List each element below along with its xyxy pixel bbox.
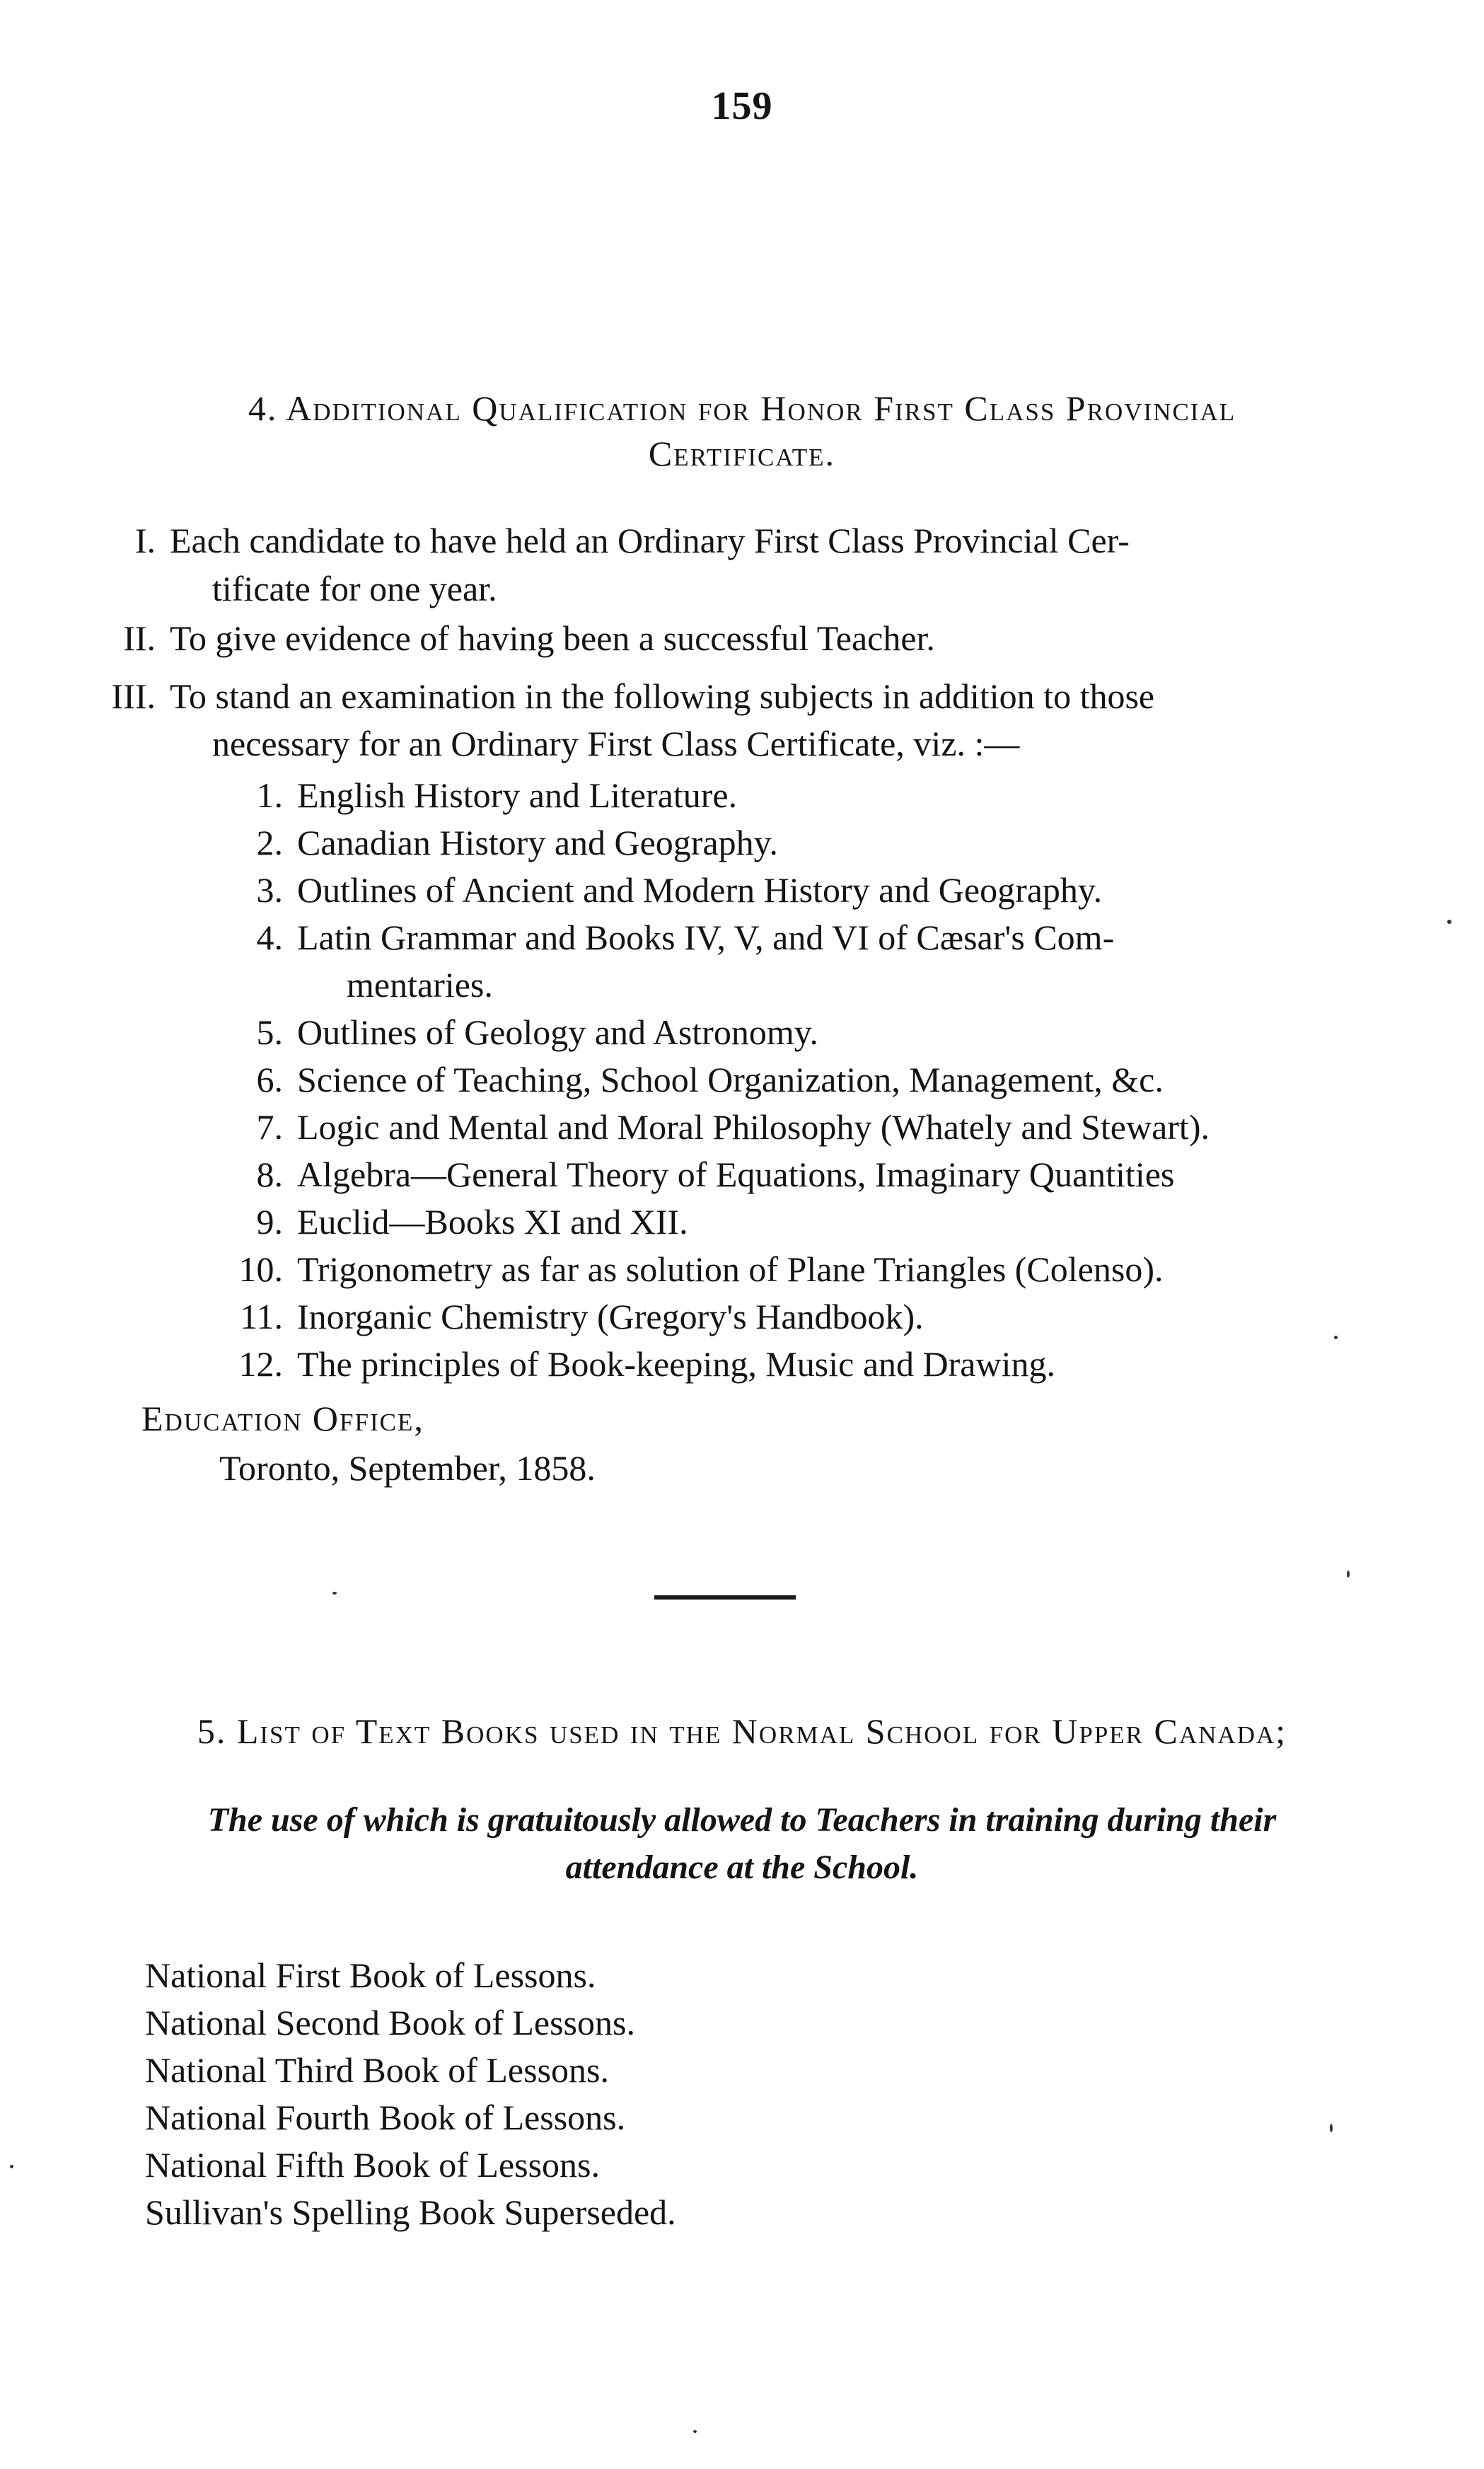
- requirement-1-numeral: I.: [134, 521, 156, 560]
- subject-11-number: 11.: [240, 1297, 283, 1336]
- subject-3-number: 3.: [256, 870, 283, 910]
- subject-4-text: Latin Grammar and Books IV, V, and VI of Cæsar's Com-: [297, 918, 1115, 957]
- section-5-subtitle: The use of which is gratuitously allowed to Teachers in training during their: [207, 1801, 1277, 1839]
- book-list-item: National Second Book of Lessons.: [145, 2003, 635, 2042]
- subject-12-number: 12.: [238, 1344, 283, 1384]
- scan-speck: [1347, 1571, 1350, 1578]
- scan-speck: [693, 2430, 697, 2433]
- scan-speck: [1334, 1336, 1338, 1339]
- section-4-heading: 4. Additional Qualification for Honor First Class Provincial: [248, 388, 1236, 428]
- scan-speck: [1330, 2124, 1333, 2132]
- book-list-item: National First Book of Lessons.: [145, 1955, 596, 1995]
- subject-2-text: Canadian History and Geography.: [297, 823, 778, 862]
- scan-speck: [10, 2165, 13, 2168]
- section-5-subtitle-continued: attendance at the School.: [565, 1849, 919, 1886]
- subject-4-number: 4.: [256, 918, 283, 957]
- section-4-heading-continued: Certificate.: [648, 434, 836, 473]
- subject-6-text: Science of Teaching, School Organization, Management, &c.: [297, 1060, 1164, 1099]
- subject-9-text: Euclid—Books XI and XII.: [297, 1202, 688, 1242]
- book-list-item: National Third Book of Lessons.: [145, 2050, 609, 2090]
- subject-10-number: 10.: [238, 1249, 283, 1289]
- subject-7-number: 7.: [256, 1107, 283, 1147]
- subject-12-text: The principles of Book-keeping, Music and Drawing.: [297, 1344, 1055, 1384]
- subject-6-number: 6.: [256, 1060, 283, 1099]
- requirement-2-numeral: II.: [123, 618, 156, 658]
- subject-5-number: 5.: [256, 1012, 283, 1052]
- subject-1-number: 1.: [256, 775, 283, 815]
- requirement-2-text: To give evidence of having been a successful Teacher.: [170, 618, 935, 658]
- signature-office: Education Office,: [141, 1399, 424, 1438]
- subject-5-text: Outlines of Geology and Astronomy.: [297, 1012, 818, 1052]
- subject-7-text: Logic and Mental and Moral Philosophy (Whately and Stewart).: [297, 1107, 1210, 1147]
- requirement-1-text-continued: tificate for one year.: [212, 569, 497, 608]
- requirement-1-text: Each candidate to have held an Ordinary First Class Provincial Cer-: [170, 521, 1130, 560]
- section-5-heading: 5. List of Text Books used in the Normal School for Upper Canada;: [197, 1711, 1287, 1751]
- requirement-3-text-continued: necessary for an Ordinary First Class Certificate, viz. :—: [212, 724, 1020, 763]
- page-number: 159: [711, 84, 773, 128]
- requirement-3-text: To stand an examination in the following subjects in addition to those: [170, 676, 1155, 716]
- requirement-3-numeral: III.: [111, 676, 156, 716]
- subject-2-number: 2.: [256, 823, 283, 862]
- subject-8-text: Algebra—General Theory of Equations, Imaginary Quantities: [297, 1155, 1175, 1194]
- subject-1-text: English History and Literature.: [297, 775, 738, 815]
- book-list-item: Sullivan's Spelling Book Superseded.: [145, 2192, 676, 2232]
- subject-9-number: 9.: [256, 1202, 283, 1242]
- scan-speck: [332, 1592, 337, 1595]
- subject-10-text: Trigonometry as far as solution of Plane Triangles (Colenso).: [297, 1249, 1164, 1289]
- subject-8-number: 8.: [256, 1155, 283, 1194]
- section-divider: [654, 1595, 796, 1600]
- subject-3-text: Outlines of Ancient and Modern History and Geography.: [297, 870, 1103, 910]
- book-list-item: National Fifth Book of Lessons.: [145, 2145, 601, 2185]
- subject-4-text-continued: mentaries.: [347, 965, 493, 1005]
- scan-speck: [1447, 920, 1451, 924]
- subject-11-text: Inorganic Chemistry (Gregory's Handbook).: [297, 1297, 924, 1336]
- book-list-item: National Fourth Book of Lessons.: [145, 2098, 626, 2137]
- signature-place-date: Toronto, September, 1858.: [219, 1448, 596, 1488]
